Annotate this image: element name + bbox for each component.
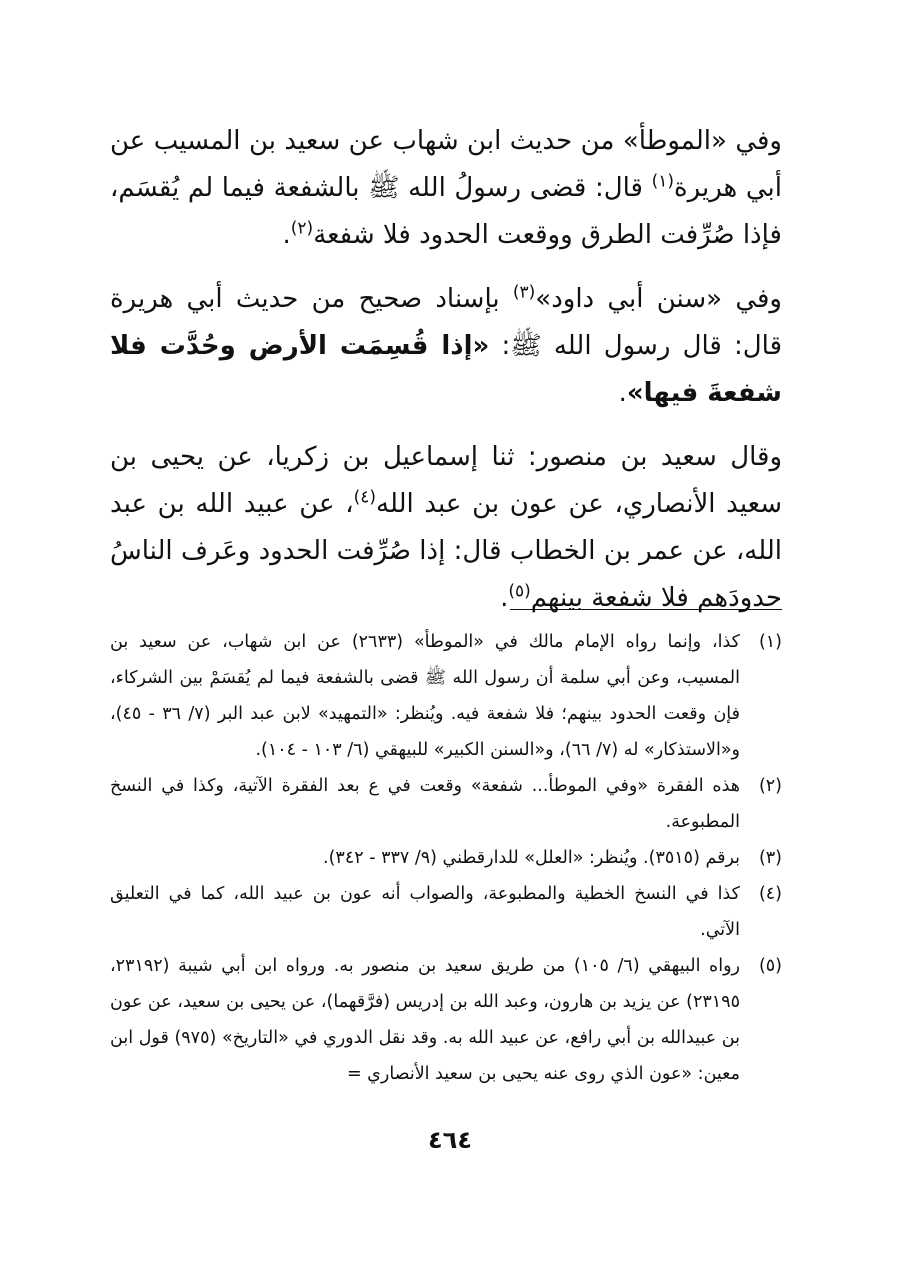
paragraph-text: وفي «الموطأ» من حديث ابن شهاب عن سعيد بن المسيب عن أبي هريرة bbox=[110, 126, 783, 203]
footnote-text: رواه البيهقي (٦/ ١٠٥) من طريق سعيد بن منصور به. ورواه ابن أبي شيبة (٢٣١٩٢، ٢٣١٩٥) عن يزيد بن هارون، وعبد الله بن إدريس (فرَّقهما)، عن يحيى بن سعيد، عن عون بن عبيدالله بن أبي رافع، عن عبيد الله به. وقد نقل الدوري في «التاريخ» (٩٧٥) قول ابن معين: «عون الذي روى عنه يحيى بن سعيد الأنصاري = bbox=[110, 956, 740, 1084]
paragraph-text: قال: قضى رسولُ الله ﷺ بالشفعة فيما لم يُقسَم، فإذا صُرِّفت الطرق ووقعت الحدود فلا شفعة bbox=[110, 173, 782, 250]
page-number: ٤٦٤ bbox=[428, 1126, 472, 1154]
footnote-text: هذه الفقرة «وفي الموطأ... شفعة» وقعت في ع بعد الفقرة الآتية، وكذا في النسخ المطبوعة. bbox=[110, 776, 740, 832]
footnote-marker-4[interactable]: (٤) bbox=[353, 487, 377, 508]
paragraph-text: وفي «سنن أبي داود» bbox=[535, 284, 782, 314]
footnote-2 bbox=[110, 768, 782, 840]
footnote-marker-2[interactable]: (٢) bbox=[290, 218, 314, 239]
paragraph-muwatta bbox=[110, 118, 782, 259]
footnote-number: (١) bbox=[758, 632, 782, 652]
footnote-divider bbox=[510, 609, 782, 610]
paragraph-text: . bbox=[282, 220, 291, 250]
footnote-number: (٣) bbox=[758, 848, 782, 868]
paragraph-text: وقال سعيد بن منصور: ثنا إسماعيل بن زكريا، عن يحيى بن سعيد الأنصاري، عن عون بن عبد الله bbox=[110, 442, 782, 519]
main-text bbox=[110, 118, 782, 639]
footnote-4 bbox=[110, 876, 782, 948]
footnote-3 bbox=[110, 840, 782, 876]
footnote-number: (٤) bbox=[758, 884, 782, 904]
footnote-text: برقم (٣٥١٥). ويُنظر: «العلل» للدارقطني (٩/ ٣٣٧ - ٣٤٢). bbox=[323, 848, 740, 868]
footnote-text: كذا في النسخ الخطية والمطبوعة، والصواب أنه عون بن عبيد الله، كما في التعليق الآتي. bbox=[110, 884, 740, 940]
hadith-quote: «إذا قُسِمَت الأرض وحُدَّت فلا شفعةَ فيها» bbox=[110, 331, 782, 408]
paragraph-text: ، عن عبيد الله بن عبد الله، عن عمر بن الخطاب قال: إذا صُرِّفت الحدود وعَرف الناسُ حدودَهم فلا شفعة بينهم bbox=[110, 489, 782, 613]
footnote-marker-1[interactable]: (١) bbox=[651, 171, 674, 192]
footnote-number: (٥) bbox=[758, 956, 782, 976]
footnotes bbox=[110, 624, 782, 1092]
footnote-number: (٢) bbox=[758, 776, 782, 796]
footnote-marker-5[interactable]: (٥) bbox=[508, 581, 531, 602]
footnote-1 bbox=[110, 624, 782, 768]
footnote-5 bbox=[110, 948, 782, 1092]
footnote-marker-3[interactable]: (٣) bbox=[512, 282, 536, 303]
footnote-text: كذا، وإنما رواه الإمام مالك في «الموطأ» (٢٦٣٣) عن ابن شهاب، عن سعيد بن المسيب، وعن أبي سلمة أن رسول الله ﷺ قضى بالشفعة فيما لم يُقسَمْ بين الشركاء، فإن وقعت الحدود بينهم؛ فلا شفعة فيه. ويُنظر: «التمهيد» لابن عبد البر (٧/ ٣٦ - ٤٥)، و«الاستذكار» له (٧/ ٦٦)، و«السنن الكبير» للبيهقي (٦/ ١٠٣ - ١٠٤). bbox=[110, 632, 741, 760]
paragraph-said-ibn-mansur bbox=[110, 434, 782, 622]
paragraph-text: بإسناد صحيح من حديث أبي هريرة قال: قال رسول الله ﷺ: bbox=[110, 284, 782, 361]
paragraph-text: . bbox=[500, 583, 509, 613]
paragraph-abu-dawud bbox=[110, 276, 782, 417]
paragraph-text: . bbox=[618, 378, 627, 408]
